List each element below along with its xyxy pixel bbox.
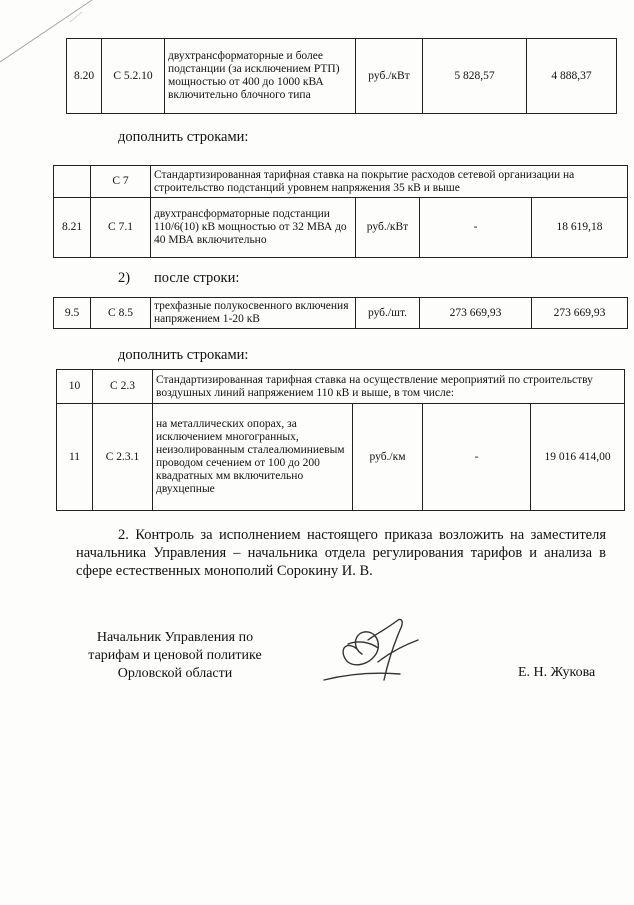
row-number: 8.20 bbox=[67, 39, 102, 114]
table-c2-3 bbox=[56, 369, 625, 511]
signatory-title bbox=[70, 629, 280, 683]
row-value-2: 4 888,37 bbox=[527, 39, 617, 114]
add-rows-label-1: дополнить строками: bbox=[118, 129, 249, 145]
header-code: С 7 bbox=[91, 166, 151, 198]
table-c7 bbox=[53, 165, 628, 258]
header-code: С 2.3 bbox=[93, 370, 153, 404]
header-text: Стандартизированная тарифная ставка на осуществление мероприятий по строительству воздушных линий напряжением 110 кВ и выше, в том числе: bbox=[153, 370, 625, 404]
add-rows-label-2: дополнить строками: bbox=[118, 347, 249, 363]
signatory-title-line-2: тарифам и ценовой политике bbox=[88, 648, 262, 663]
row-number: 11 bbox=[57, 404, 93, 511]
handwritten-signature bbox=[318, 610, 438, 690]
header-number: 10 bbox=[57, 370, 93, 404]
row-value-1: 273 669,93 bbox=[420, 298, 532, 329]
row-number: 8.21 bbox=[54, 198, 91, 258]
instruction-paragraph: 2. Контроль за исполнением настоящего приказа возложить на заместителя начальника Управления – начальника отдела регулирования тарифов и анализа в сфере естественных монополий Сорокину И. В. bbox=[76, 527, 606, 579]
signatory-title-line-3: Орловской области bbox=[117, 666, 233, 681]
item-text: после строки: bbox=[154, 270, 240, 286]
row-value-1: - bbox=[423, 404, 531, 511]
table-row-9-5 bbox=[53, 297, 628, 329]
row-number: 9.5 bbox=[54, 298, 91, 329]
row-code: С 5.2.10 bbox=[102, 39, 165, 114]
row-value-1: - bbox=[420, 198, 532, 258]
row-unit: руб./км bbox=[353, 404, 423, 511]
row-code: С 7.1 bbox=[91, 198, 151, 258]
row-value-1: 5 828,57 bbox=[423, 39, 527, 114]
signatory-title-line-1: Начальник Управления по bbox=[96, 630, 254, 645]
row-unit: руб./кВт bbox=[356, 39, 423, 114]
row-description: двухтрансформаторные и более подстанции (за исключением РТП) мощностью от 400 до 1000 кВА включительно блочного типа bbox=[165, 39, 356, 114]
row-description: на металлических опорах, за исключением многогранных, неизолированным сталеалюминиевым проводом сечением от 100 до 200 квадратных мм включительно двухцепные bbox=[153, 404, 353, 511]
row-unit: руб./кВт bbox=[356, 198, 420, 258]
row-unit: руб./шт. bbox=[356, 298, 420, 329]
header-text: Стандартизированная тарифная ставка на покрытие расходов сетевой организации на строительство подстанций уровнем напряжения 35 кВ и выше bbox=[151, 166, 628, 198]
row-code: С 8.5 bbox=[91, 298, 151, 329]
header-number-cell bbox=[54, 166, 91, 198]
row-value-2: 18 619,18 bbox=[532, 198, 628, 258]
table-row-8-20 bbox=[66, 38, 617, 114]
item-number: 2) bbox=[118, 270, 131, 286]
row-value-2: 19 016 414,00 bbox=[531, 404, 625, 511]
row-code: С 2.3.1 bbox=[93, 404, 153, 511]
row-description: трехфазные полукосвенного включения напряжением 1-20 кВ bbox=[151, 298, 356, 329]
row-value-2: 273 669,93 bbox=[532, 298, 628, 329]
signatory-name: Е. Н. Жукова bbox=[518, 665, 596, 680]
row-description: двухтрансформаторные подстанции 110/6(10) кВ мощностью от 32 МВА до 40 МВА включительно bbox=[151, 198, 356, 258]
